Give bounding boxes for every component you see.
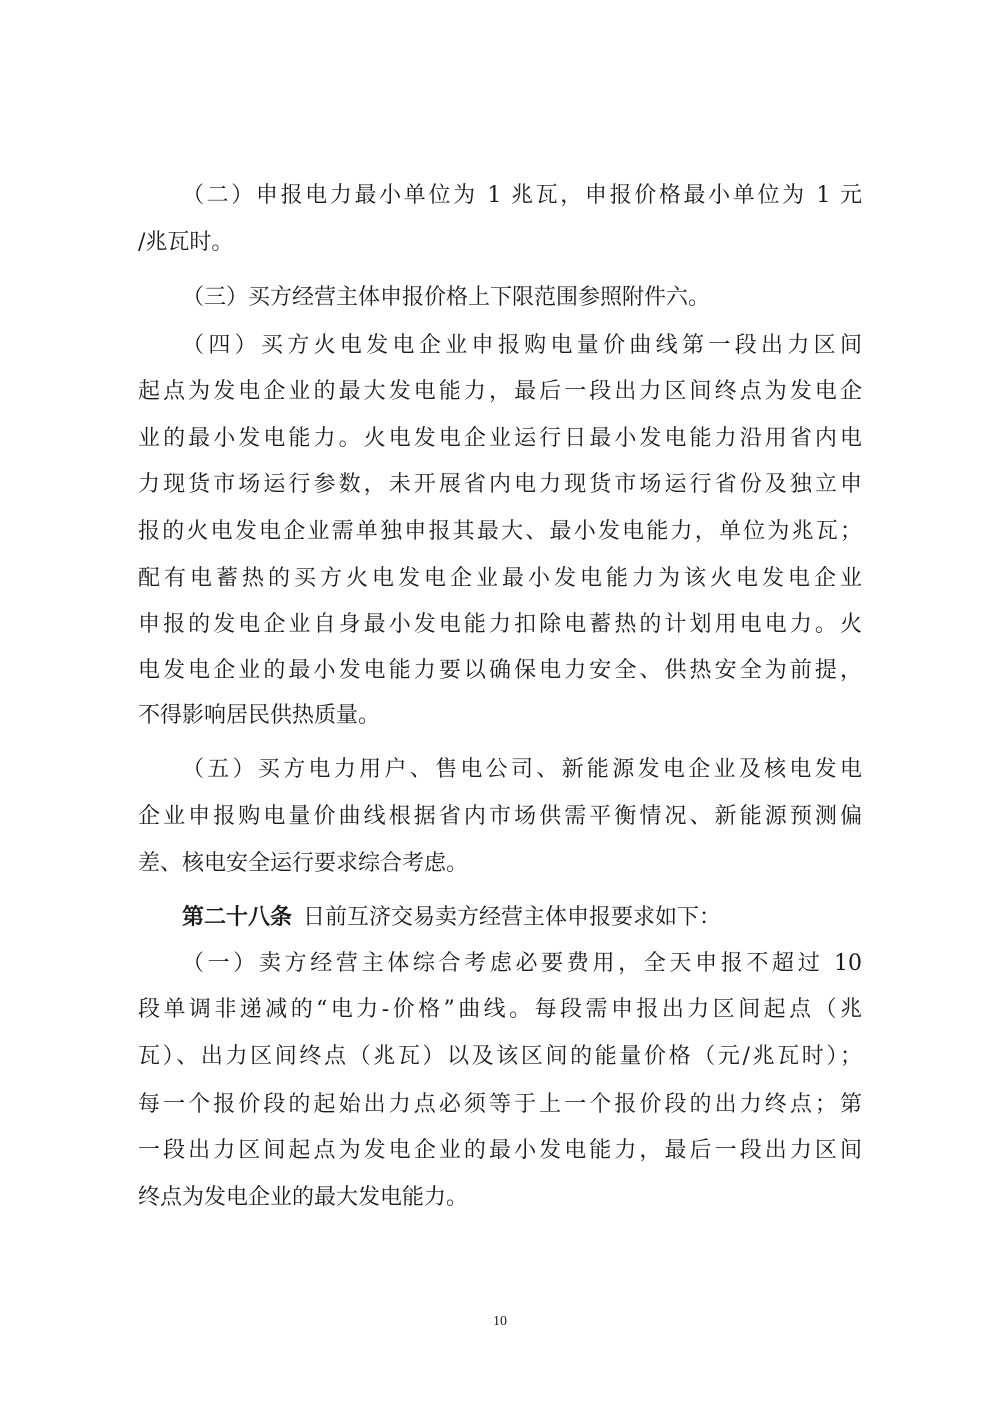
text-line: （二）申报电力最小单位为 1 兆瓦，申报价格最小单位为 1 元	[182, 183, 862, 208]
text-line: 一段出力区间起点为发电企业的最小发电能力，最后一段出力区间	[138, 1138, 862, 1163]
text-line: 起点为发电企业的最大发电能力，最后一段出力区间终点为发电企	[138, 379, 862, 404]
text-line: /兆瓦时。	[138, 230, 234, 255]
text-line: 电发电企业的最小发电能力要以确保电力安全、供热安全为前提，	[138, 658, 862, 683]
text-line: 差、核电安全运行要求综合考虑。	[138, 851, 469, 876]
text-line: （一）卖方经营主体综合考虑必要费用，全天申报不超过 10	[182, 951, 862, 976]
text-line: （四）买方火电发电企业申报购电量价曲线第一段出力区间	[182, 333, 862, 358]
text-line: 报的火电发电企业需单独申报其最大、最小发电能力，单位为兆瓦；	[138, 519, 862, 544]
text-line: （五）买方电力用户、售电公司、新能源发电企业及核电发电	[182, 757, 862, 782]
text-line: 业的最小发电能力。火电发电企业运行日最小发电能力沿用省内电	[138, 426, 862, 451]
text-line: 终点为发电企业的最大发电能力。	[138, 1185, 469, 1210]
text-line	[182, 902, 862, 933]
text-line: （三）买方经营主体申报价格上下限范围参照附件六。	[182, 285, 711, 310]
text-line: 申报的发电企业自身最小发电能力扣除电蓄热的计划用电电力。火	[138, 612, 862, 637]
text-line: 力现货市场运行参数，未开展省内电力现货市场运行省份及独立申	[138, 472, 862, 497]
article-text: 日前互济交易卖方经营主体申报要求如下：	[303, 905, 722, 930]
text-line: 每一个报价段的起始出力点必须等于上一个报价段的出力终点；第	[138, 1092, 862, 1117]
text-line: 瓦）、出力区间终点（兆瓦）以及该区间的能量价格（元/兆瓦时）；	[138, 1044, 862, 1069]
text-line: 配有电蓄热的买方火电发电企业最小发电能力为该火电发电企业	[138, 566, 862, 591]
article-number: 第二十八条	[182, 904, 293, 930]
page-number: 10	[493, 1314, 507, 1329]
text-line: 企业申报购电量价曲线根据省内市场供需平衡情况、新能源预测偏	[138, 804, 862, 829]
text-line: 不得影响居民供热质量。	[138, 703, 381, 728]
text-line: 段单调非递减的“电力-价格”曲线。每段需申报出力区间起点（兆	[138, 997, 862, 1022]
